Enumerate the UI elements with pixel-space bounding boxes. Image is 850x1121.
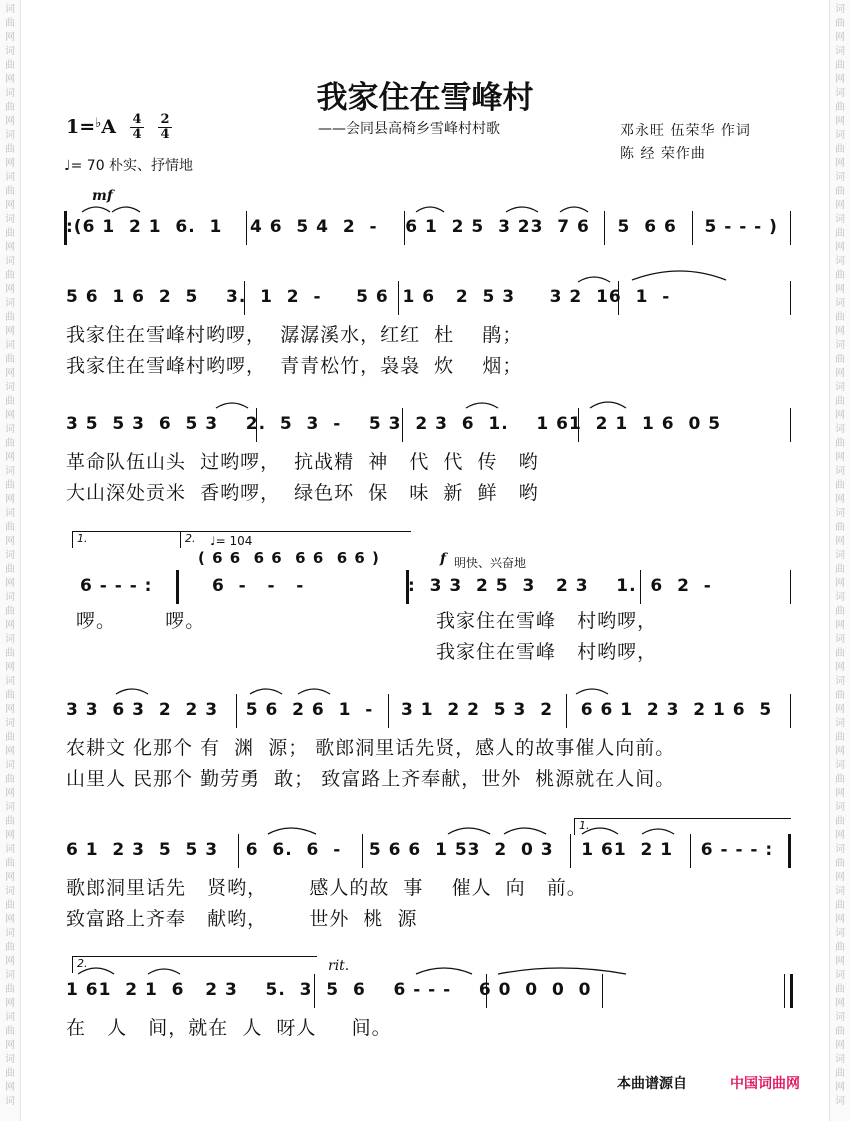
watermark-glyph: 词 (5, 760, 15, 771)
score-line-6-verse-2: 致富路上齐奉 献哟， 世外 桃 源 (66, 908, 418, 930)
watermark-glyph: 网 (5, 620, 15, 631)
watermark-glyph: 词 (5, 130, 15, 141)
tempo-change-104: ♩= 104 (210, 534, 253, 548)
watermark-glyph: 词 (835, 424, 845, 435)
score-line-6-verse-1: 歌郎洞里话先 贤哟， 感人的故 事 催人 向 前。 (66, 877, 587, 899)
watermark-glyph: 词 (5, 382, 15, 393)
score-line-2-verse-2: 我家住在雪峰村哟啰， 青青松竹，袅袅 炊 烟； (66, 355, 523, 377)
watermark-glyph: 词 (835, 130, 845, 141)
score-line-6-notes: 6 1 2 3 5 5 3 6 6. 6 - 5 6 6 1 53 2 0 3 1 61 2 1 6 - - - : (66, 840, 774, 860)
watermark-glyph: 网 (5, 872, 15, 883)
watermark-glyph: 网 (5, 830, 15, 841)
watermark-glyph: 网 (5, 368, 15, 379)
key-note: A (101, 116, 117, 138)
watermark-glyph: 网 (835, 914, 845, 925)
watermark-glyph: 网 (835, 1040, 845, 1051)
watermark-glyph: 词 (835, 340, 845, 351)
watermark-glyph: 词 (835, 550, 845, 561)
watermark-glyph: 曲 (835, 144, 845, 155)
watermark-glyph: 词 (5, 256, 15, 267)
watermark-glyph: 词 (835, 676, 845, 687)
watermark-glyph: 词 (835, 1096, 845, 1107)
watermark-glyph: 曲 (5, 1026, 15, 1037)
time-sig-bottom: 4 (160, 127, 170, 142)
watermark-glyph: 词 (835, 1012, 845, 1023)
watermark-glyph: 词 (5, 676, 15, 687)
watermark-glyph: 网 (835, 32, 845, 43)
watermark-glyph: 曲 (835, 186, 845, 197)
watermark-glyph: 词 (5, 466, 15, 477)
watermark-glyph: 曲 (5, 858, 15, 869)
watermark-glyph: 词 (5, 550, 15, 561)
watermark-glyph: 曲 (835, 774, 845, 785)
watermark-glyph: 词 (5, 1096, 15, 1107)
watermark-glyph: 词 (5, 424, 15, 435)
watermark-glyph: 曲 (5, 480, 15, 491)
watermark-glyph: 曲 (5, 984, 15, 995)
watermark-glyph: 曲 (5, 522, 15, 533)
watermark-glyph: 词 (835, 760, 845, 771)
watermark-glyph: 曲 (835, 984, 845, 995)
watermark-glyph: 网 (5, 242, 15, 253)
watermark-glyph: 曲 (835, 396, 845, 407)
watermark-glyph: 曲 (835, 816, 845, 827)
watermark-glyph: 词 (835, 844, 845, 855)
dynamic-mf: mf (92, 188, 113, 204)
watermark-glyph: 曲 (5, 438, 15, 449)
lyricist-credit: 邓永旺 伍荣华 作词 (620, 123, 751, 139)
watermark-glyph: 词 (835, 970, 845, 981)
watermark-glyph: 曲 (835, 522, 845, 533)
watermark-glyph: 网 (5, 32, 15, 43)
watermark-glyph: 词 (5, 928, 15, 939)
volta-2-bracket-line-7: 2. (72, 956, 317, 973)
watermark-glyph: 网 (835, 158, 845, 169)
watermark-glyph: 曲 (835, 648, 845, 659)
watermark-glyph: 网 (5, 74, 15, 85)
watermark-glyph: 网 (5, 662, 15, 673)
watermark-glyph: 曲 (835, 1068, 845, 1079)
watermark-glyph: 网 (5, 494, 15, 505)
score-line-4-lyric-endings: 啰。 啰。 (76, 610, 206, 632)
watermark-glyph: 词 (5, 508, 15, 519)
watermark-glyph: 网 (835, 74, 845, 85)
watermark-glyph: 词 (835, 256, 845, 267)
volta-1-bracket: 1. (72, 531, 181, 548)
watermark-glyph: 网 (835, 494, 845, 505)
flat-sign: ♭ (95, 116, 102, 131)
watermark-glyph: 网 (5, 326, 15, 337)
watermark-glyph: 曲 (835, 900, 845, 911)
watermark-glyph: 词 (835, 88, 845, 99)
score-line-4-verse-1: 我家住在雪峰 村哟啰， (436, 610, 658, 632)
watermark-glyph: 词 (835, 1054, 845, 1065)
watermark-glyph: 网 (835, 662, 845, 673)
watermark-glyph: 曲 (5, 144, 15, 155)
watermark-glyph: 词 (835, 592, 845, 603)
watermark-glyph: 曲 (835, 438, 845, 449)
watermark-glyph: 网 (835, 998, 845, 1009)
watermark-glyph: 网 (5, 410, 15, 421)
watermark-glyph: 曲 (5, 270, 15, 281)
watermark-glyph: 词 (835, 172, 845, 183)
watermark-glyph: 词 (835, 382, 845, 393)
watermark-glyph: 曲 (5, 564, 15, 575)
watermark-glyph: 曲 (835, 270, 845, 281)
watermark-glyph: 曲 (5, 606, 15, 617)
watermark-glyph: 词 (835, 802, 845, 813)
watermark-glyph: 网 (835, 578, 845, 589)
score-line-1-notes: :(6 1 2 1 6. 1 4 6 5 4 2 - 6 1 2 5 3 23 7 6 5 6 6 5 - - - ) (66, 217, 778, 237)
watermark-glyph: 词 (5, 172, 15, 183)
watermark-glyph: 曲 (5, 1068, 15, 1079)
watermark-glyph: 网 (5, 1040, 15, 1051)
watermark-glyph: 曲 (835, 18, 845, 29)
watermark-glyph: 网 (835, 116, 845, 127)
watermark-glyph: 词 (5, 4, 15, 15)
watermark-glyph: 曲 (5, 816, 15, 827)
watermark-glyph: 曲 (5, 396, 15, 407)
watermark-glyph: 词 (5, 298, 15, 309)
watermark-glyph: 曲 (835, 1026, 845, 1037)
watermark-glyph: 词 (835, 214, 845, 225)
score-line-3-verse-2: 大山深处贡米 香哟啰， 绿色环 保 味 新 鲜 哟 (66, 482, 539, 504)
watermark-glyph: 网 (835, 200, 845, 211)
score-line-7-notes: 1 61 2 1 6 2 3 5. 3 5 6 6 - - - 6 0 0 0 0 (66, 980, 592, 1000)
watermark-glyph: 网 (835, 410, 845, 421)
watermark-glyph: 曲 (835, 564, 845, 575)
watermark-glyph: 曲 (5, 942, 15, 953)
watermark-glyph: 曲 (5, 648, 15, 659)
watermark-glyph: 词 (5, 88, 15, 99)
watermark-glyph: 曲 (5, 354, 15, 365)
watermark-glyph: 网 (5, 578, 15, 589)
watermark-glyph: 词 (835, 634, 845, 645)
watermark-glyph: 词 (835, 466, 845, 477)
watermark-glyph: 网 (5, 788, 15, 799)
watermark-glyph: 曲 (835, 102, 845, 113)
watermark-glyph: 网 (5, 284, 15, 295)
watermark-glyph: 网 (5, 914, 15, 925)
volta-1-bracket-line-6: 1. (574, 818, 791, 835)
watermark-glyph: 曲 (835, 60, 845, 71)
watermark-glyph: 网 (5, 158, 15, 169)
watermark-glyph: 网 (835, 746, 845, 757)
watermark-glyph: 词 (835, 4, 845, 15)
dynamic-f: f (440, 551, 447, 567)
song-title: 我家住在雪峰村 (316, 80, 534, 116)
watermark-glyph: 曲 (5, 732, 15, 743)
key-label: 1= (66, 116, 96, 138)
composer-credit: 陈 经 荣作曲 (620, 146, 706, 162)
watermark-glyph: 曲 (5, 900, 15, 911)
watermark-glyph: 网 (5, 704, 15, 715)
volta-2-bracket: 2. (180, 531, 411, 548)
song-subtitle: ——会同县高椅乡雪峰村村歌 (318, 121, 500, 137)
score-line-2-notes: 5 6 1 6 2 5 3. 1 2 - 5 6 1 6 2 5 3 3 2 16 1 - (66, 287, 671, 307)
watermark-glyph: 词 (835, 928, 845, 939)
watermark-glyph: 词 (5, 340, 15, 351)
watermark-glyph: 曲 (5, 312, 15, 323)
score-line-4-upper-voice: ( 6 6 6 6 6 6 6 6 ) (198, 549, 380, 567)
watermark-glyph: 曲 (835, 690, 845, 701)
expression-marking: 明快、兴奋地 (454, 556, 527, 570)
watermark-glyph: 曲 (835, 354, 845, 365)
watermark-glyph: 词 (835, 508, 845, 519)
watermark-glyph: 曲 (5, 186, 15, 197)
ritardando-marking: rit. (328, 958, 350, 974)
source-site-link[interactable]: 中国词曲网 (730, 1076, 800, 1092)
score-line-3-notes: 3 5 5 3 6 5 3 2. 5 3 - 5 3 2 3 6 1. 1 61 2 1 1 6 0 5 (66, 414, 722, 434)
watermark-glyph: 词 (835, 46, 845, 57)
watermark-glyph: 网 (835, 956, 845, 967)
watermark-glyph: 网 (5, 200, 15, 211)
watermark-glyph: 词 (5, 1054, 15, 1065)
watermark-glyph: 词 (5, 886, 15, 897)
watermark-glyph: 词 (5, 592, 15, 603)
watermark-glyph: 词 (835, 718, 845, 729)
watermark-glyph: 网 (5, 1082, 15, 1093)
watermark-glyph: 网 (5, 116, 15, 127)
watermark-glyph: 词 (835, 298, 845, 309)
watermark-glyph: 网 (835, 872, 845, 883)
watermark-glyph: 网 (835, 452, 845, 463)
watermark-glyph: 网 (5, 452, 15, 463)
watermark-glyph: 网 (835, 326, 845, 337)
watermark-glyph: 曲 (835, 942, 845, 953)
watermark-glyph: 词 (5, 970, 15, 981)
watermark-glyph: 曲 (5, 690, 15, 701)
score-line-2-verse-1: 我家住在雪峰村哟啰， 潺潺溪水，红红 杜 鹃； (66, 324, 523, 346)
watermark-glyph: 网 (5, 536, 15, 547)
score-line-4-notes-chorus: : 3 3 2 5 3 2 3 1. 6 2 - (408, 576, 712, 596)
time-sig-top: 2 (160, 112, 170, 127)
score-line-4-notes-volta-1: 6 - - - : (80, 576, 153, 596)
watermark-glyph: 曲 (835, 312, 845, 323)
watermark-glyph: 曲 (835, 858, 845, 869)
watermark-glyph: 曲 (5, 228, 15, 239)
watermark-glyph: 曲 (835, 480, 845, 491)
watermark-glyph: 词 (5, 844, 15, 855)
watermark-glyph: 曲 (5, 18, 15, 29)
score-line-3-verse-1: 革命队伍山头 过哟啰， 抗战精 神 代 代 传 哟 (66, 451, 539, 473)
watermark-glyph: 曲 (835, 228, 845, 239)
watermark-glyph: 网 (835, 704, 845, 715)
watermark-glyph: 曲 (5, 774, 15, 785)
time-sig-bottom: 4 (132, 127, 142, 142)
watermark-glyph: 网 (5, 746, 15, 757)
tempo-marking: ♩= 70 朴实、抒情地 (64, 158, 194, 174)
time-sig-top: 4 (132, 112, 142, 127)
watermark-glyph: 词 (5, 718, 15, 729)
watermark-glyph: 网 (835, 536, 845, 547)
watermark-glyph: 曲 (835, 606, 845, 617)
score-line-7-lyric: 在 人 间，就在 人 呀人 间。 (66, 1017, 392, 1039)
watermark-glyph: 词 (5, 1012, 15, 1023)
watermark-glyph: 词 (5, 46, 15, 57)
score-line-4-verse-2: 我家住在雪峰 村哟啰， (436, 641, 658, 663)
score-line-5-verse-2: 山里人 民那个 勤劳勇 敢； 致富路上齐奉献，世外 桃源就在人间。 (66, 768, 676, 790)
watermark-glyph: 曲 (835, 732, 845, 743)
watermark-glyph: 网 (835, 242, 845, 253)
watermark-glyph: 曲 (5, 102, 15, 113)
score-line-5-notes: 3 3 6 3 2 2 3 5 6 2 6 1 - 3 1 2 2 5 3 2 6 6 1 2 3 2 1 6 5 (66, 700, 773, 720)
watermark-glyph: 词 (5, 634, 15, 645)
score-line-5-verse-1: 农耕文 化那个 有 渊 源； 歌郎洞里话先贤，感人的故事催人向前。 (66, 737, 676, 759)
watermark-glyph: 网 (5, 956, 15, 967)
watermark-glyph: 网 (5, 998, 15, 1009)
watermark-glyph: 网 (835, 368, 845, 379)
score-line-4-notes-volta-2: 6 - - - (212, 576, 305, 596)
watermark-glyph: 网 (835, 284, 845, 295)
watermark-glyph: 网 (835, 1082, 845, 1093)
watermark-glyph: 曲 (5, 60, 15, 71)
watermark-glyph: 网 (835, 788, 845, 799)
watermark-glyph: 词 (5, 802, 15, 813)
watermark-glyph: 网 (835, 620, 845, 631)
watermark-glyph: 网 (835, 830, 845, 841)
watermark-glyph: 词 (835, 886, 845, 897)
watermark-glyph: 词 (5, 214, 15, 225)
source-label: 本曲谱源自 (617, 1076, 687, 1092)
